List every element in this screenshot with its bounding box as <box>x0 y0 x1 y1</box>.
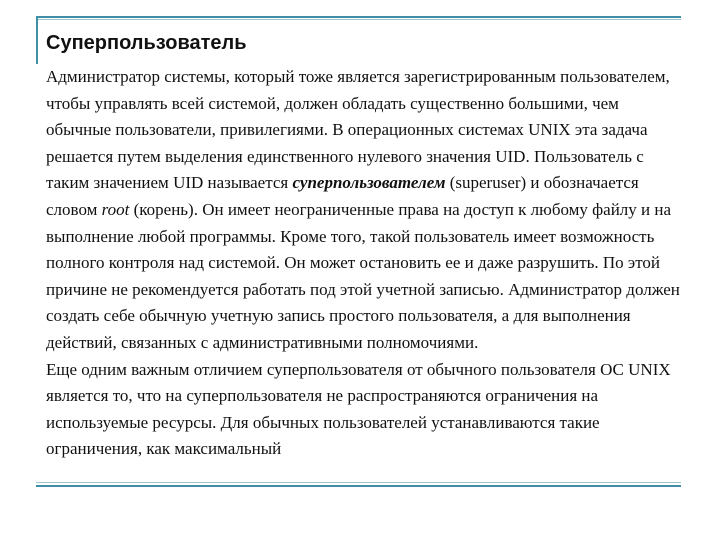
slide-body <box>46 64 686 463</box>
paragraph-1-part-2: (superuser) и обозначается словом <box>46 173 639 219</box>
bottom-rule-thin <box>36 482 681 483</box>
paragraph-1-part-1: Администратор системы, который тоже является зарегистрированным пользователем, чтобы управлять всей системой, должен обладать существенно большими, чем обычные пользователи, привилегиями. В операционных системах UNIX эта задача решается путем выделения единственного нулевого значения UID. Пользователь с таким значением UID называется <box>46 67 670 193</box>
left-rule <box>36 16 38 64</box>
paragraph-1-part-3: (корень). Он имеет неограниченные права на доступ к любому файлу и на выполнение любой программы. Кроме того, такой пользователь имеет возможность полного контроля над системой. Он может остановить ее и даже разрушить. По этой причине не рекомендуется работать под этой учетной записью. Администратор должен создать себе обычную учетную запись простого пользователя, а для выполнения действий, связанных с административными полномочиями. <box>46 199 680 352</box>
top-rule-thin <box>36 19 681 20</box>
paragraph-2: Еще одним важным отличием суперпользователя от обычного пользователя ОС UNIX является то, что на суперпользователя не распространяются ограничения на используемые ресурсы. Для обычных пользователей устанавливаются такие ограничения, как максимальный <box>46 359 671 459</box>
paragraph-1 <box>46 64 686 357</box>
top-rule <box>36 16 681 18</box>
bottom-rule <box>36 485 681 487</box>
slide-title: Суперпользователь <box>46 32 247 54</box>
superuser-term: суперпользователем <box>292 173 446 193</box>
root-word: root <box>101 199 130 219</box>
